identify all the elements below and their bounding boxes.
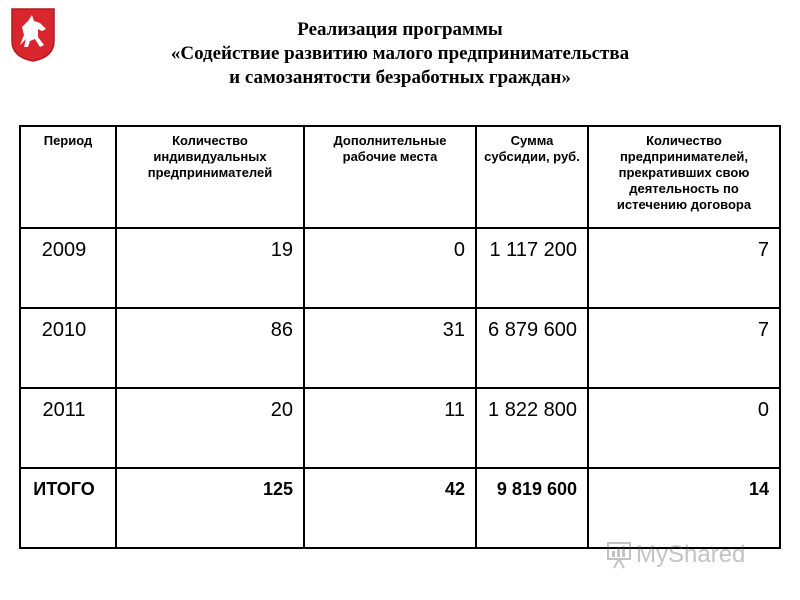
title-line-1: Реализация программы xyxy=(297,19,503,40)
watermark-text: MyShared xyxy=(636,541,746,568)
cell-total-subsidy: 9 819 600 xyxy=(476,468,588,548)
cell-jobs: 0 xyxy=(304,228,476,308)
cell-total-ceased: 14 xyxy=(588,468,780,548)
table-row xyxy=(20,388,780,468)
cell-subsidy: 1 117 200 xyxy=(476,228,588,308)
cell-period: 2011 xyxy=(20,388,116,468)
presentation-board-icon xyxy=(606,541,632,569)
coat-of-arms-icon xyxy=(8,5,58,63)
cell-total-jobs: 42 xyxy=(304,468,476,548)
watermark xyxy=(606,540,776,570)
cell-total-entrepreneurs: 125 xyxy=(116,468,304,548)
cell-jobs: 31 xyxy=(304,308,476,388)
cell-subsidy: 1 822 800 xyxy=(476,388,588,468)
cell-entrepreneurs: 86 xyxy=(116,308,304,388)
title-line-3: и самозанятости безработных граждан» xyxy=(229,67,571,88)
cell-ceased: 7 xyxy=(588,308,780,388)
cell-period: 2009 xyxy=(20,228,116,308)
header-subsidy-sum: Сумма субсидии, руб. xyxy=(476,126,588,228)
cell-ceased: 7 xyxy=(588,228,780,308)
program-table xyxy=(19,125,781,549)
title-line-2: «Содействие развитию малого предпринимательства xyxy=(170,43,630,64)
cell-entrepreneurs: 20 xyxy=(116,388,304,468)
cell-jobs: 11 xyxy=(304,388,476,468)
page-title xyxy=(140,18,660,90)
total-row xyxy=(20,468,780,548)
cell-ceased: 0 xyxy=(588,388,780,468)
header-additional-jobs: Дополнительные рабочие места xyxy=(304,126,476,228)
cell-entrepreneurs: 19 xyxy=(116,228,304,308)
header-entrepreneurs-count: Количество индивидуальных предпринимателей xyxy=(116,126,304,228)
cell-total-label: ИТОГО xyxy=(20,468,116,548)
cell-period: 2010 xyxy=(20,308,116,388)
header-row xyxy=(20,126,780,228)
header-ceased-count: Количество предпринимателей, прекративших свою деятельность по истечению договора xyxy=(588,126,780,228)
cell-subsidy: 6 879 600 xyxy=(476,308,588,388)
table-row xyxy=(20,228,780,308)
table-row xyxy=(20,308,780,388)
header-period: Период xyxy=(20,126,116,228)
